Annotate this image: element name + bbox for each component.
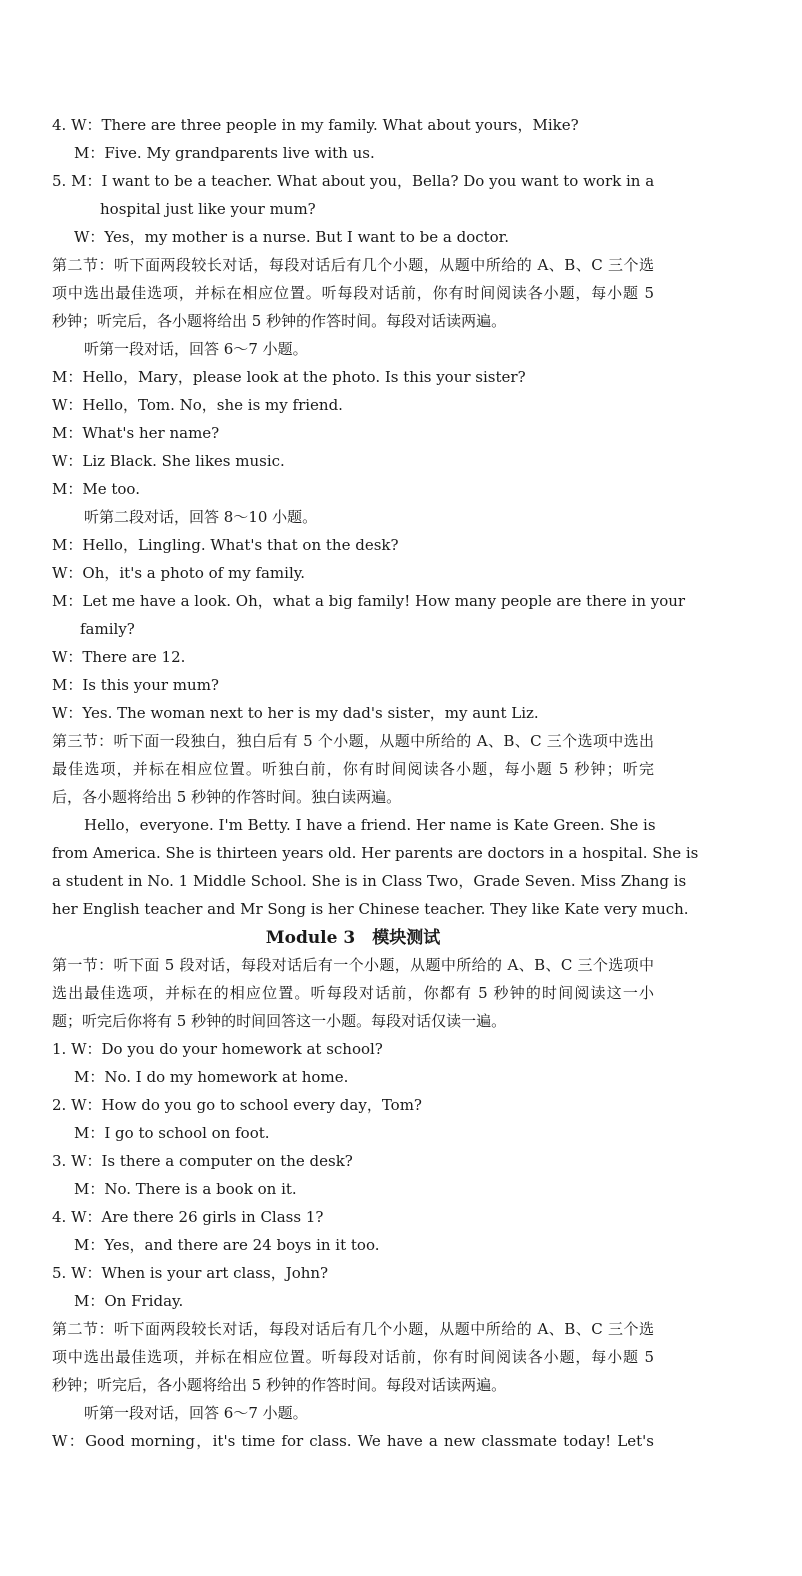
text-line: hospital just like your mum? <box>100 200 316 218</box>
section-intro: 听第二段对话，回答 8～10 小题。 <box>84 508 318 526</box>
text-line: 第二节：听下面两段较长对话，每段对话后有几个小题，从题中所给的 A、B、C 三个选 <box>52 256 654 274</box>
text-line: 选出最佳选项，并标在的相应位置。听每段对话前，你都有 5 秒钟的时间阅读这一小 <box>52 984 654 1002</box>
text-line: W：Yes，my mother is a nurse. But I want to be a doctor. <box>74 228 509 246</box>
text-line: W：Liz Black. She likes music. <box>52 452 285 470</box>
text-line: W：Yes. The woman next to her is my dad's sister，my aunt Liz. <box>52 704 539 722</box>
text-line: M：On Friday. <box>74 1292 184 1310</box>
text-line: M：Hello，Mary，please look at the photo. Is this your sister? <box>52 368 526 386</box>
text-line: W：Good morning，it's time for class. We have a new classmate today! Let's <box>52 1432 654 1450</box>
text-line: 秒钟；听完后，各小题将给出 5 秒钟的作答时间。每段对话读两遍。 <box>52 312 507 330</box>
text-line: M：I go to school on foot. <box>74 1124 270 1142</box>
text-line: M：Me too. <box>52 480 140 498</box>
text-line: M：No. I do my homework at home. <box>74 1068 349 1086</box>
text-line: M：Hello，Lingling. What's that on the desk? <box>52 536 399 554</box>
text-line: M：Let me have a look. Oh，what a big family! How many people are there in your <box>52 592 686 610</box>
paragraph-line: her English teacher and Mr Song is her Chinese teacher. They like Kate very much. <box>52 900 689 918</box>
text-line: M：No. There is a book on it. <box>74 1180 297 1198</box>
text-line: M：What's her name? <box>52 424 220 442</box>
text-line: M：Five. My grandparents live with us. <box>74 144 375 162</box>
paragraph-line: from America. She is thirteen years old. Her parents are doctors in a hospital. She is <box>52 844 699 862</box>
text-line: 2. W：How do you go to school every day，Tom? <box>52 1096 422 1114</box>
module-heading: Module 3 模块测试 <box>265 928 441 948</box>
text-line: 秒钟；听完后，各小题将给出 5 秒钟的作答时间。每段对话读两遍。 <box>52 1376 507 1394</box>
text-line: 项中选出最佳选项，并标在相应位置。听每段对话前，你有时间阅读各小题，每小题 5 <box>52 284 654 302</box>
text-line: 5. W：When is your art class，John? <box>52 1264 329 1282</box>
text-line: 第一节：听下面 5 段对话，每段对话后有一个小题，从题中所给的 A、B、C 三个选项中 <box>52 956 654 974</box>
paragraph-line: Hello，everyone. I'm Betty. I have a friend. Her name is Kate Green. She is <box>84 816 656 834</box>
text-line: 题；听完后你将有 5 秒钟的时间回答这一小题。每段对话仅读一遍。 <box>52 1012 507 1030</box>
text-line: 第二节：听下面两段较长对话，每段对话后有几个小题，从题中所给的 A、B、C 三个选 <box>52 1320 654 1338</box>
text-line: 最佳选项，并标在相应位置。听独白前，你有时间阅读各小题，每小题 5 秒钟；听完 <box>52 760 654 778</box>
text-line: family? <box>80 620 135 638</box>
text-line: 3. W：Is there a computer on the desk? <box>52 1152 353 1170</box>
section-intro: 听第一段对话，回答 6～7 小题。 <box>84 340 308 358</box>
text-line: 5. M：I want to be a teacher. What about you，Bella? Do you want to work in a <box>52 172 655 190</box>
text-line: 第三节：听下面一段独白，独白后有 5 个小题，从题中所给的 A、B、C 三个选项中选出 <box>52 732 654 750</box>
text-line: M：Yes，and there are 24 boys in it too. <box>74 1236 380 1254</box>
text-line: M：Is this your mum? <box>52 676 219 694</box>
paragraph-line: a student in No. 1 Middle School. She is in Class Two，Grade Seven. Miss Zhang is <box>52 872 687 890</box>
text-line: W：Oh，it's a photo of my family. <box>52 564 306 582</box>
text-line: 4. W：There are three people in my family. What about yours，Mike? <box>52 116 579 134</box>
text-line: 4. W：Are there 26 girls in Class 1? <box>52 1208 324 1226</box>
text-line: W：Hello，Tom. No，she is my friend. <box>52 396 343 414</box>
section-intro: 听第一段对话，回答 6～7 小题。 <box>84 1404 308 1422</box>
text-line: 1. W：Do you do your homework at school? <box>52 1040 383 1058</box>
text-line: 项中选出最佳选项，并标在相应位置。听每段对话前，你有时间阅读各小题，每小题 5 <box>52 1348 654 1366</box>
text-line: 后，各小题将给出 5 秒钟的作答时间。独白读两遍。 <box>52 788 402 806</box>
text-line: W：There are 12. <box>52 648 186 666</box>
